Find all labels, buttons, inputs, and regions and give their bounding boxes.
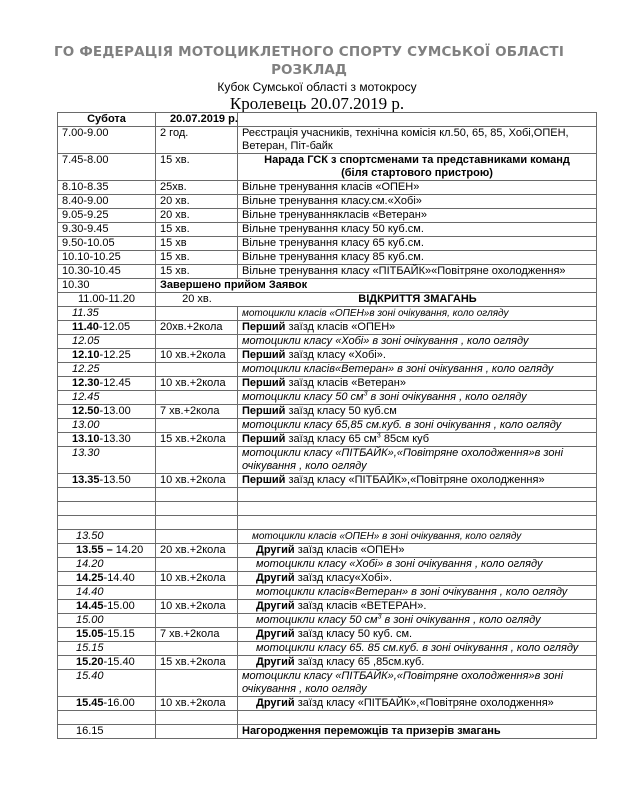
- time-cell: 12.30-12.45: [58, 377, 156, 391]
- empty-row: [58, 711, 597, 725]
- activity-cell: Другий заїзд класу 50 куб. см.: [238, 628, 597, 642]
- schedule-table: [57, 112, 597, 739]
- table-row: [58, 391, 597, 405]
- table-row: [58, 251, 597, 265]
- duration-cell: 15 хв.: [156, 265, 238, 279]
- duration-cell: 7 хв.+2кола: [156, 405, 238, 419]
- time-cell: 12.10-12.25: [58, 349, 156, 363]
- activity-cell: Другий заїзд класу 65 ,85см.куб.: [238, 656, 597, 670]
- duration-cell: 15 хв: [156, 237, 238, 251]
- table-row: [58, 544, 597, 558]
- table-row: [58, 656, 597, 670]
- time-cell: 7.00-9.00: [58, 127, 156, 154]
- duration-cell: 20 хв.: [156, 195, 238, 209]
- time-cell: 9.30-9.45: [58, 223, 156, 237]
- time-cell: 8.10-8.35: [58, 181, 156, 195]
- table-row: [58, 195, 597, 209]
- activity-cell: мотоцикли класу «Хобі» в зоні очікування , коло огляду: [238, 335, 597, 349]
- opening-cell: 20 хв. ВІДКРИТТЯ ЗМАГАНЬ: [156, 293, 597, 307]
- time-cell: 12.45: [58, 391, 156, 405]
- activity-cell: Вільне тренування класу.см.«Хобі»: [238, 195, 597, 209]
- time-cell: 10.30: [58, 279, 156, 293]
- empty-row: [58, 516, 597, 530]
- time-cell: 12.25: [58, 363, 156, 377]
- duration-cell: 20хв.+2кола: [156, 321, 238, 335]
- empty-row: [58, 488, 597, 502]
- table-row: [58, 474, 597, 488]
- table-row: [58, 349, 597, 363]
- table-row: [58, 223, 597, 237]
- time-cell: 8.40-9.00: [58, 195, 156, 209]
- table-row: [58, 419, 597, 433]
- table-row: [58, 265, 597, 279]
- activity-cell: Перший заїзд класу «ПІТБАЙК»,«Повітряне охолодження»: [238, 474, 597, 488]
- empty-row: [58, 502, 597, 516]
- activity-cell: Другий заїзд класів «ОПЕН»: [238, 544, 597, 558]
- activity-cell: Перший заїзд класу 50 куб.см: [238, 405, 597, 419]
- activity-cell: Вільне тренування класу 50 куб.см.: [238, 223, 597, 237]
- organization-title: ГО ФЕДЕРАЦІЯ МОТОЦИКЛЕТНОГО СПОРТУ СУМСЬКОЇ ОБЛАСТІ: [53, 44, 565, 60]
- table-row: [58, 558, 597, 572]
- time-cell: 10.30-10.45: [58, 265, 156, 279]
- time-cell: 15.00: [58, 614, 156, 628]
- document-title: РОЗКЛАД: [271, 62, 347, 78]
- table-row: [58, 572, 597, 586]
- time-cell: 15.20-15.40: [58, 656, 156, 670]
- table-row: [58, 237, 597, 251]
- table-row: [58, 614, 597, 628]
- table-row: [58, 697, 597, 711]
- event-name: Кубок Сумської області з мотокросу: [217, 80, 417, 94]
- table-row: [58, 127, 597, 154]
- activity-cell: мотоцикли класів«Ветеран» в зоні очікування , коло огляду: [238, 586, 597, 600]
- duration-cell: 15 хв.: [156, 223, 238, 237]
- activity-cell: Нагородження переможців та призерів змагань: [238, 725, 597, 739]
- time-cell: 13.50: [58, 530, 156, 544]
- table-row: [58, 307, 597, 321]
- activity-cell: Реєстрація учасників, технічна комісія кл.50, 65, 85, Хобі,ОПЕН, Ветеран, Піт-байк: [238, 127, 597, 154]
- activity-cell: мотоцикли класів «ОПЕН» в зоні очікування, коло огляду: [238, 530, 597, 544]
- activity-cell: мотоцикли класу 65. 85 см.куб. в зоні очікування , коло огляду: [238, 642, 597, 656]
- activity-cell: мотоцикли класів «ОПЕН»в зоні очікування, коло огляду: [238, 307, 597, 321]
- activity-cell: мотоцикли класу 50 $см^3$ в зоні очікування , коло огляду: [238, 391, 597, 405]
- duration-cell: 25хв.: [156, 181, 238, 195]
- time-cell: 12.50-13.00: [58, 405, 156, 419]
- table-row: [58, 447, 597, 474]
- activity-cell: мотоцикли класу «Хобі» в зоні очікування , коло огляду: [238, 558, 597, 572]
- activity-cell: мотоцикли класів«Ветеран» в зоні очікування , коло огляду: [238, 363, 597, 377]
- time-cell: 16.15: [58, 725, 156, 739]
- activity-cell: Завершено прийом Заявок: [156, 279, 597, 293]
- table-row: [58, 363, 597, 377]
- place-date: Кролевець 20.07.2019 р.: [229, 94, 405, 113]
- table-row: [58, 321, 597, 335]
- table-row: [58, 642, 597, 656]
- activity-cell: мотоцикли класу 50 $см^3$ в зоні очікування , коло огляду: [238, 614, 597, 628]
- time-cell: 15.15: [58, 642, 156, 656]
- duration-cell: 15 хв.+2кола: [156, 656, 238, 670]
- time-cell: 9.50-10.05: [58, 237, 156, 251]
- activity-cell: Перший заїзд класів «Ветеран»: [238, 377, 597, 391]
- time-cell: 14.20: [58, 558, 156, 572]
- table-row: [58, 405, 597, 419]
- activity-cell: Перший заїзд класу «Хобі».: [238, 349, 597, 363]
- time-cell: 14.40: [58, 586, 156, 600]
- activity-cell: Вільне тренування класів «ОПЕН»: [238, 181, 597, 195]
- activity-cell: Вільне тренування класу 65 куб.см.: [238, 237, 597, 251]
- table-row: [58, 154, 597, 181]
- activity-cell: Вільне тренуваннякласів «Ветеран»: [238, 209, 597, 223]
- time-cell: 15.40: [58, 670, 156, 697]
- table-row: [58, 725, 597, 739]
- duration-cell: 10 хв.+2кола: [156, 600, 238, 614]
- time-cell: 13.10-13.30: [58, 433, 156, 447]
- activity-cell: мотоцикли класу «ПІТБАЙК»,«Повітряне охолодження»в зоні очікування , коло огляду: [238, 670, 597, 697]
- time-cell: 9.05-9.25: [58, 209, 156, 223]
- duration-cell: 15 хв.+2кола: [156, 433, 238, 447]
- duration-cell: 10 хв.+2кола: [156, 474, 238, 488]
- duration-cell: 10 хв.+2кола: [156, 697, 238, 711]
- duration-cell: 20 хв.: [156, 209, 238, 223]
- time-cell: 15.05-15.15: [58, 628, 156, 642]
- table-row: [58, 181, 597, 195]
- table-row: [58, 628, 597, 642]
- time-cell: 10.10-10.25: [58, 251, 156, 265]
- day-date: 20.07.2019 р.: [156, 113, 238, 127]
- time-cell: 15.45-16.00: [58, 697, 156, 711]
- day-label: Субота: [58, 113, 156, 127]
- duration-cell: 2 год.: [156, 127, 238, 154]
- table-row: [58, 586, 597, 600]
- duration-cell: 7 хв.+2кола: [156, 628, 238, 642]
- table-row: [58, 293, 597, 307]
- time-cell: 13.55 – 14.20: [58, 544, 156, 558]
- time-cell: 13.00: [58, 419, 156, 433]
- activity-cell: мотоцикли класу «ПІТБАЙК»,«Повітряне охолодження»в зоні очікування , коло огляду: [238, 447, 597, 474]
- table-row: [58, 279, 597, 293]
- table-row: [58, 433, 597, 447]
- duration-cell: 10 хв.+2кола: [156, 572, 238, 586]
- day-header-row: [58, 113, 597, 127]
- time-cell: 7.45-8.00: [58, 154, 156, 181]
- time-cell: 14.25-14.40: [58, 572, 156, 586]
- table-row: [58, 377, 597, 391]
- activity-cell: мотоцикли класу 65,85 см.куб. в зоні очікування , коло огляду: [238, 419, 597, 433]
- activity-cell: Перший заїзд класу 65 $см^3$ 85см куб: [238, 433, 597, 447]
- duration-cell: 10 хв.+2кола: [156, 377, 238, 391]
- time-cell: 13.30: [58, 447, 156, 474]
- activity-cell: Другий заїзд класів «ВЕТЕРАН».: [238, 600, 597, 614]
- activity-cell: Перший заїзд класів «ОПЕН»: [238, 321, 597, 335]
- duration-cell: 20 хв.+2кола: [156, 544, 238, 558]
- table-row: [58, 209, 597, 223]
- time-cell: 11.00-11.20: [58, 293, 156, 307]
- activity-cell: Другий заїзд класу«Хобі».: [238, 572, 597, 586]
- time-cell: 11.35: [58, 307, 156, 321]
- time-cell: 14.45-15.00: [58, 600, 156, 614]
- duration-cell: 10 хв.+2кола: [156, 349, 238, 363]
- time-cell: 12.05: [58, 335, 156, 349]
- time-cell: 11.40-12.05: [58, 321, 156, 335]
- table-row: [58, 530, 597, 544]
- time-cell: 13.35-13.50: [58, 474, 156, 488]
- activity-cell: Другий заїзд класу «ПІТБАЙК»,«Повітряне охолодження»: [238, 697, 597, 711]
- table-row: [58, 600, 597, 614]
- table-row: [58, 670, 597, 697]
- duration-cell: 15 хв.: [156, 154, 238, 181]
- activity-cell: Вільне тренування класу «ПІТБАЙК»«Повітряне охолодження»: [238, 265, 597, 279]
- activity-cell: Вільне тренування класу 85 куб.см.: [238, 251, 597, 265]
- duration-cell: 15 хв.: [156, 251, 238, 265]
- activity-cell: Нарада ГСК з спортсменами та представниками команд (біля стартового пристрою): [238, 154, 597, 181]
- table-row: [58, 335, 597, 349]
